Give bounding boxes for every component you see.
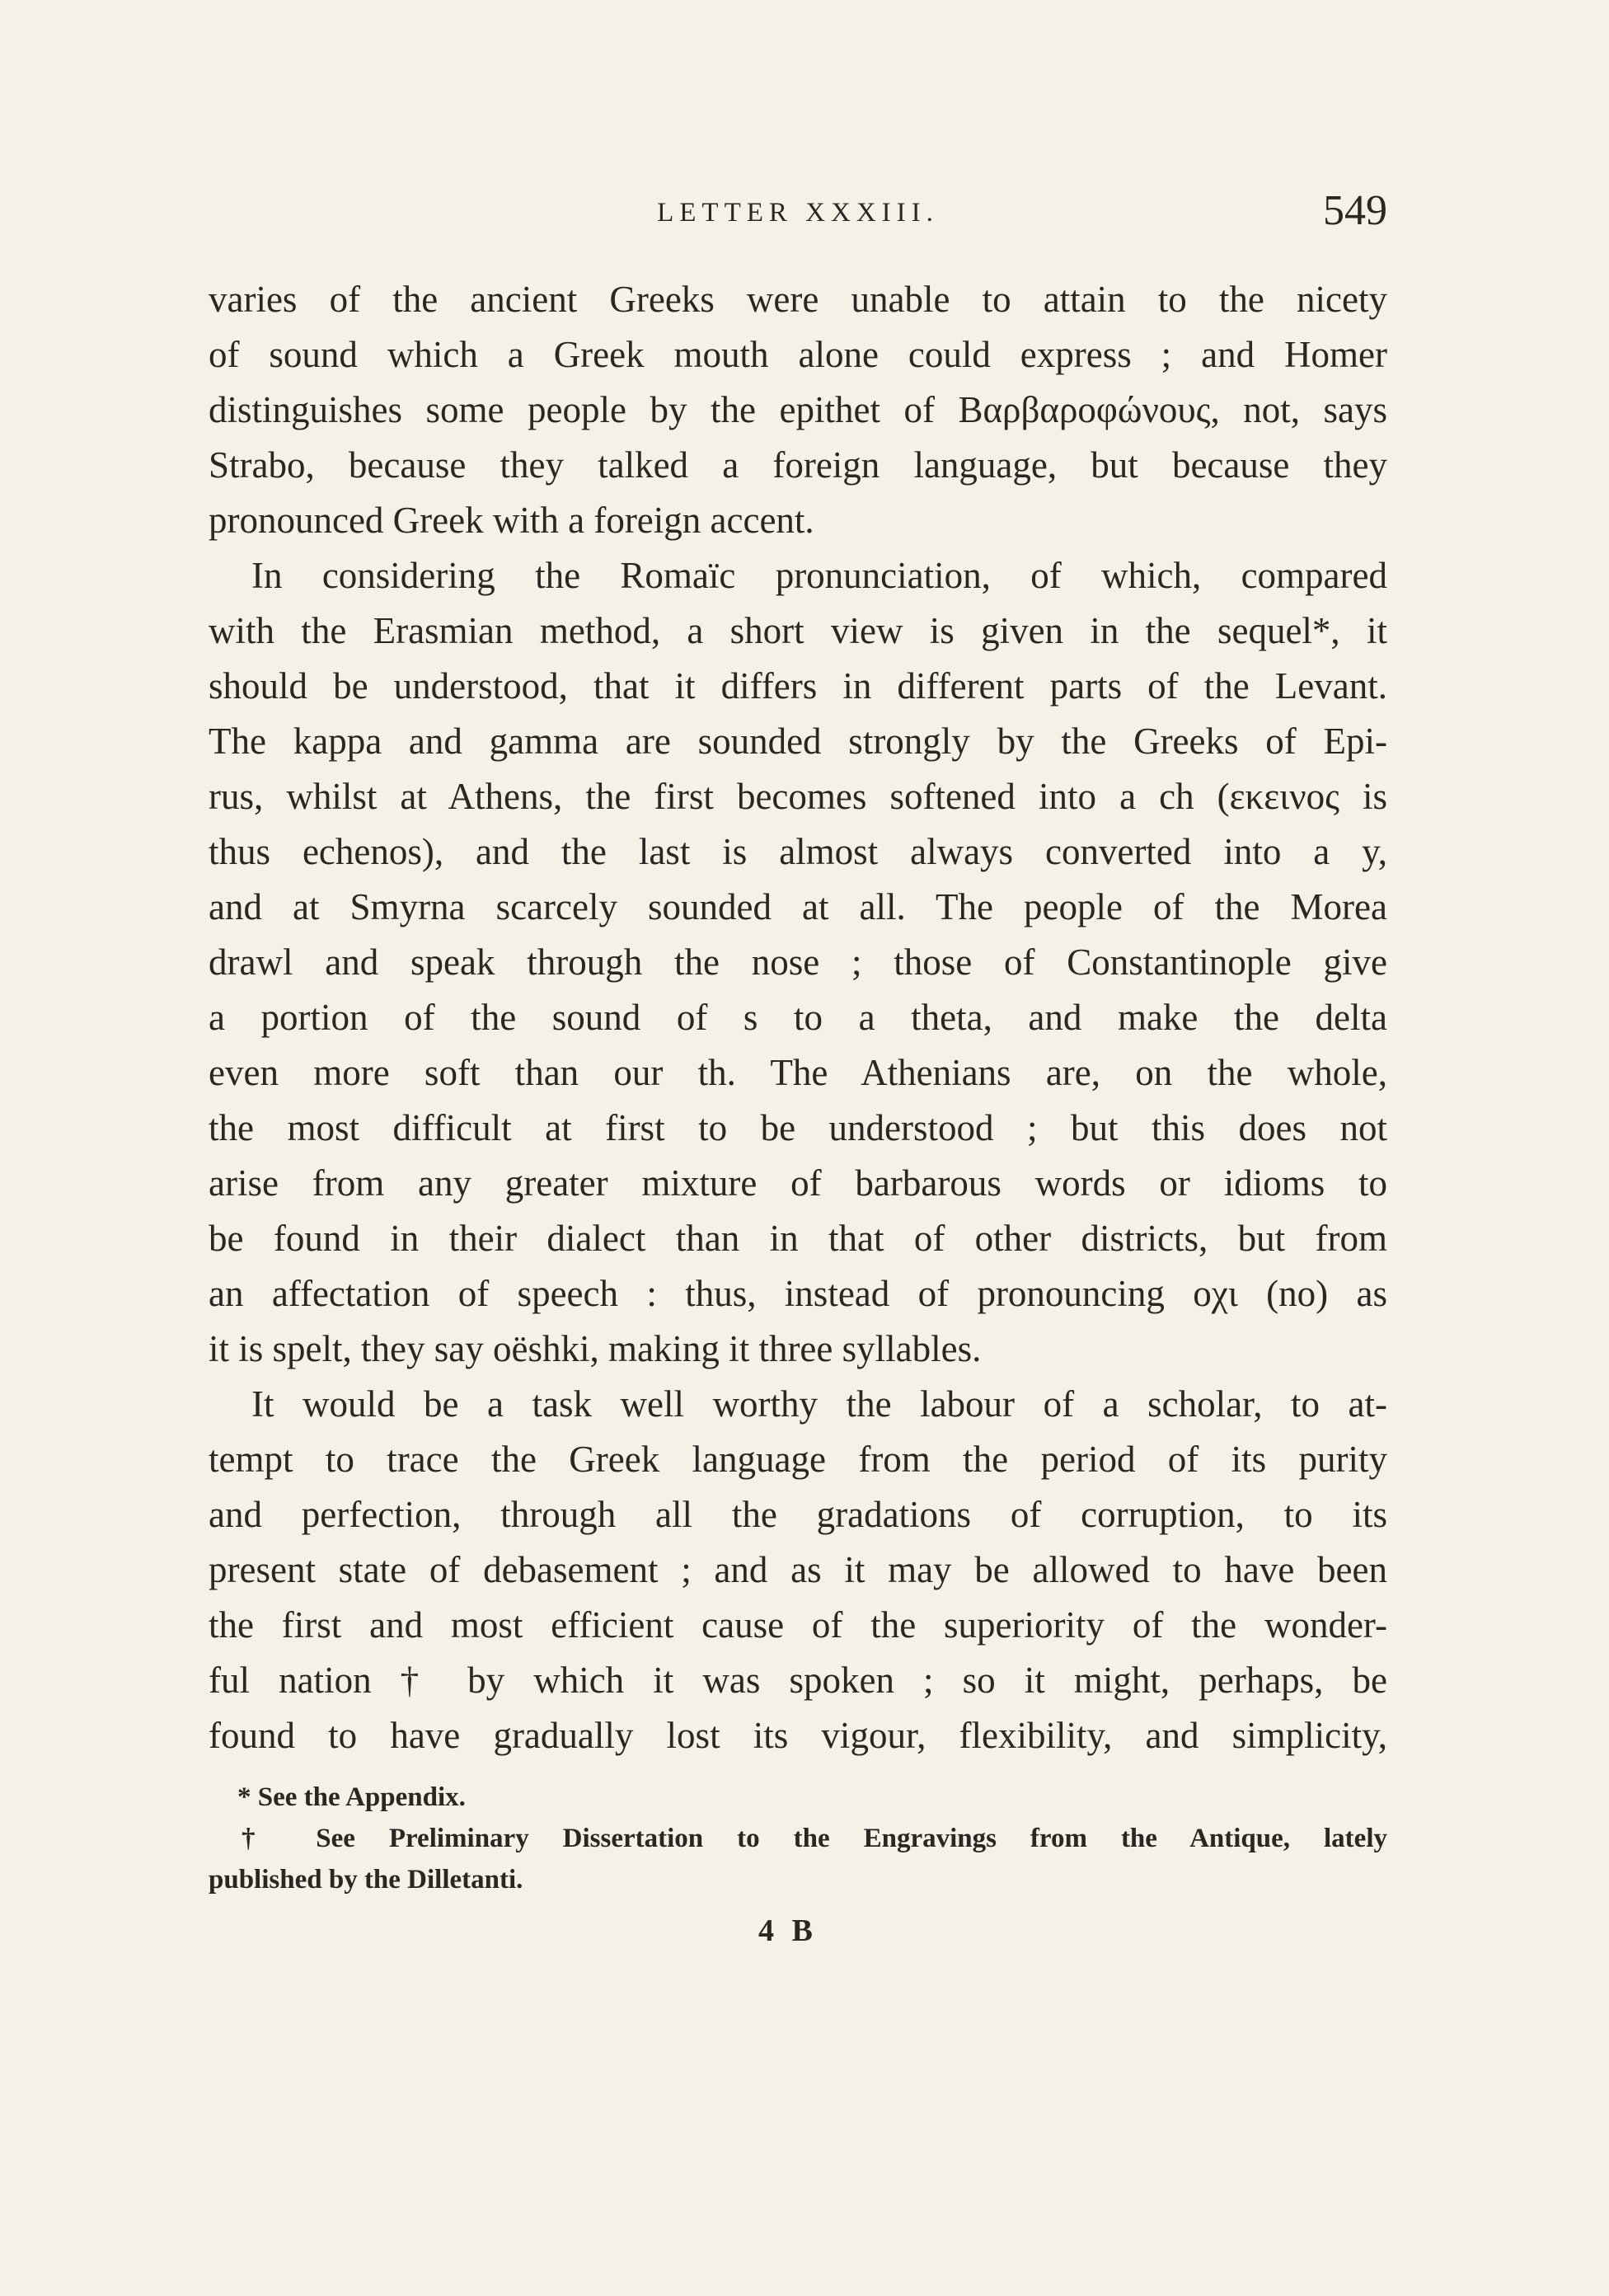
text-line: of sound which a Greek mouth alone could express ; and Homer <box>209 334 1387 375</box>
footnote-dissertation-continued: published by the Dilletanti. <box>209 1865 523 1895</box>
text-line: The kappa and gamma are sounded strongly by the Greeks of Epi- <box>209 721 1387 762</box>
signature-mark: 4 B <box>758 1913 818 1948</box>
text-line: varies of the ancient Greeks were unable to attain to the nicety <box>209 279 1387 320</box>
text-line: the most difficult at first to be understood ; but this does not <box>209 1107 1387 1148</box>
text-line: Strabo, because they talked a foreign language, but because they <box>209 444 1387 486</box>
text-line: arise from any greater mixture of barbarous words or idioms to <box>209 1162 1387 1204</box>
text-line: a portion of the sound of s to a theta, and make the delta <box>209 997 1387 1038</box>
footnote-dissertation: † See Preliminary Dissertation to the Engravings from the Antique, lately <box>242 1824 1387 1853</box>
text-line: an affectation of speech : thus, instead of pronouncing οχι (no) as <box>209 1273 1387 1314</box>
running-title: LETTER XXXIII. <box>657 198 939 228</box>
page-number: 549 <box>1323 187 1387 234</box>
text-line: the first and most efficient cause of the superiority of the wonder- <box>209 1604 1387 1646</box>
text-line: thus echenos), and the last is almost always converted into a y, <box>209 831 1387 872</box>
text-line: drawl and speak through the nose ; those of Constantinople give <box>209 941 1387 983</box>
text-line: present state of debasement ; and as it may be allowed to have been <box>209 1549 1387 1590</box>
page-header <box>209 186 1387 244</box>
text-line: and perfection, through all the gradations of corruption, to its <box>209 1494 1387 1535</box>
text-line: It would be a task well worthy the labour of a scholar, to at- <box>251 1383 1387 1425</box>
text-line: should be understood, that it differs in different parts of the Levant. <box>209 665 1387 707</box>
text-line: pronounced Greek with a foreign accent. <box>209 500 814 541</box>
footnote-appendix: * See the Appendix. <box>237 1782 466 1812</box>
text-line: even more soft than our th. The Athenians are, on the whole, <box>209 1052 1387 1093</box>
text-line: be found in their dialect than in that of other districts, but from <box>209 1218 1387 1259</box>
text-line: In considering the Romaïc pronunciation, of which, compared <box>251 555 1387 596</box>
text-line: tempt to trace the Greek language from the period of its purity <box>209 1439 1387 1480</box>
text-line: found to have gradually lost its vigour, flexibility, and simplicity, <box>209 1715 1387 1756</box>
body-text <box>209 272 1387 1763</box>
text-line: with the Erasmian method, a short view is given in the sequel*, it <box>209 610 1387 651</box>
text-line: ful nation † by which it was spoken ; so it might, perhaps, be <box>209 1660 1387 1701</box>
footnotes <box>209 1777 1387 1900</box>
text-line: it is spelt, they say oëshki, making it three syllables. <box>209 1328 982 1369</box>
text-line: rus, whilst at Athens, the first becomes softened into a ch (εκεινος is <box>209 776 1387 817</box>
text-line: and at Smyrna scarcely sounded at all. The people of the Morea <box>209 886 1387 927</box>
text-line: distinguishes some people by the epithet of Βαρβαροφώνους, not, says <box>209 389 1387 430</box>
